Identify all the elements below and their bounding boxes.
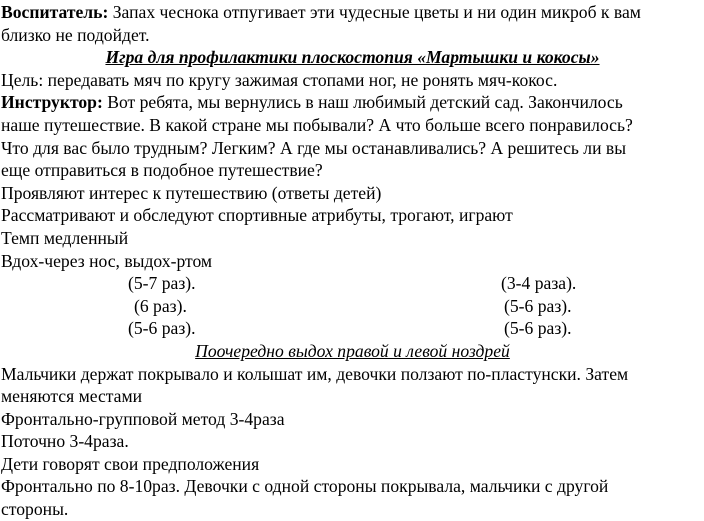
alternate-heading-line <box>1 340 704 363</box>
count-left-3: (5-6 раз). <box>128 318 196 339</box>
boys-line-2: меняются местами <box>1 386 143 407</box>
count-right-1: (3-4 раза). <box>501 273 577 294</box>
game-heading-line <box>1 46 704 69</box>
frontal-line-2: стороны. <box>1 499 69 520</box>
count-row-3 <box>1 317 704 340</box>
instructor-line-1 <box>1 91 704 114</box>
count-left-1: (5-7 раз). <box>128 273 196 294</box>
count-right-3: (5-6 раз). <box>504 318 572 339</box>
instructor-line-4: еще отправиться в подобное путешествие? <box>1 160 323 181</box>
guesses-line: Дети говорят свои предположения <box>1 453 260 474</box>
tempo-line: Темп медленный <box>1 227 129 248</box>
instructor-label: Инструктор: <box>1 92 103 113</box>
interest-line: Проявляют интерес к путешествию (ответы детей) <box>1 182 382 203</box>
educator-line-2: близко не подойдет. <box>1 24 150 45</box>
frontal-line-1: Фронтально по 8-10раз. Девочки с одной стороны покрывала, мальчики с другой <box>1 476 609 497</box>
examine-line: Рассматривают и обследуют спортивные атрибуты, трогают, играют <box>1 205 513 226</box>
breath-line: Вдох-через нос, выдох-ртом <box>1 250 213 271</box>
count-row-2 <box>1 295 704 318</box>
frontal-group-line: Фронтально-групповой метод 3-4раза <box>1 408 285 429</box>
count-right-2: (5-6 раз). <box>504 295 572 316</box>
educator-line-1 <box>1 1 704 24</box>
goal-line: Цель: передавать мяч по кругу зажимая стопами ног, не ронять мяч-кокос. <box>1 69 558 90</box>
instructor-line-2: наше путешествие. В какой стране мы побывали? А что больше всего понравилось? <box>1 114 633 135</box>
count-row-1 <box>1 272 704 295</box>
instructor-text-1: Вот ребята, мы вернулись в наш любимый детский сад. Закончилось <box>102 92 623 113</box>
stream-line: Поточно 3-4раза. <box>1 431 129 452</box>
game-heading: Игра для профилактики плоскостопия «Мартышки и кокосы» <box>105 47 600 68</box>
instructor-line-3: Что для вас было трудным? Легким? А где мы останавливались? А решитесь ли вы <box>1 137 627 158</box>
educator-label: Воспитатель: <box>1 2 109 22</box>
boys-line-1: Мальчики держат покрывало и колышат им, девочки ползают по-пластунски. Затем <box>1 363 629 384</box>
alternate-heading: Поочередно выдох правой и левой ноздрей <box>195 340 510 361</box>
count-left-2: (6 раз). <box>134 295 187 316</box>
educator-text-1: Запах чеснока отпугивает эти чудесные цветы и ни один микроб к вам <box>108 2 641 22</box>
